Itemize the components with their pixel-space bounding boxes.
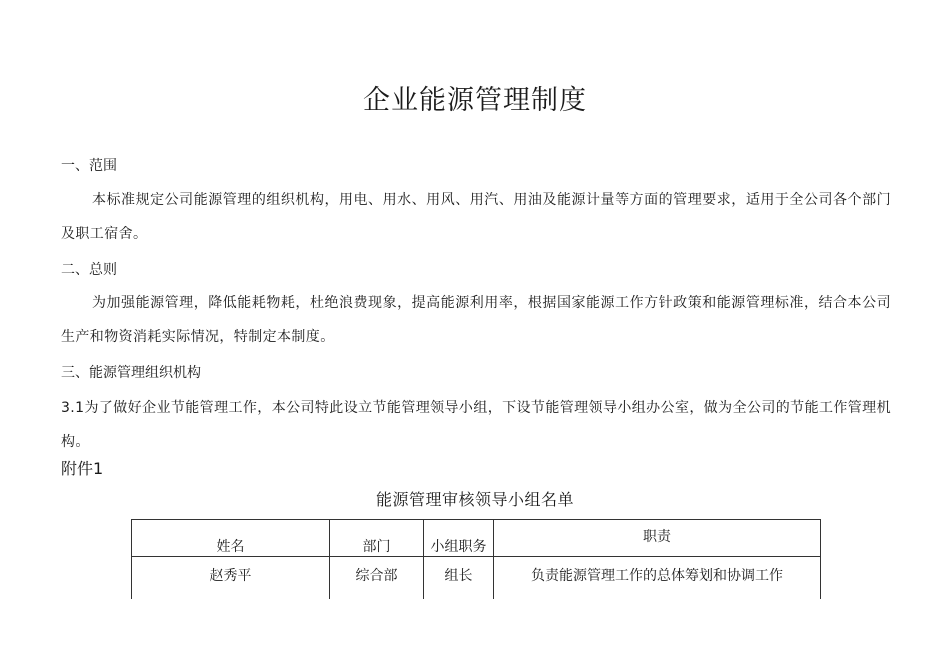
section-paragraph-organization: 3.1为了做好企业节能管理工作，本公司特此设立节能管理领导小组，下设节能管理领导小组办公室，做为全公司的节能工作管理机构。 (61, 400, 891, 450)
header-group-role: 小组职务 (424, 520, 494, 557)
section-heading-general: 二、总则 (61, 262, 117, 278)
header-department: 部门 (330, 520, 424, 557)
section-paragraph-general: 为加强能源管理，降低能耗物耗，杜绝浪费现象，提高能源利用率，根据国家能源工作方针政策和能源管理标准，结合本公司生产和物资消耗实际情况，特制定本制度。 (61, 295, 891, 345)
cell-department: 综合部 (330, 557, 424, 600)
section-paragraph-scope: 本标准规定公司能源管理的组织机构，用电、用水、用风、用汽、用油及能源计量等方面的管理要求，适用于全公司各个部门及职工宿舍。 (61, 192, 891, 242)
table-title: 能源管理审核领导小组名单 (375, 490, 574, 509)
attachment-label: 附件1 (61, 459, 104, 478)
cell-group-role: 组长 (424, 557, 494, 600)
header-duty: 职责 (494, 520, 821, 557)
header-name: 姓名 (132, 520, 330, 557)
table-header-row (132, 520, 821, 557)
cell-name: 赵秀平 (132, 557, 330, 600)
section-heading-scope: 一、范围 (61, 158, 117, 174)
table-row (132, 557, 821, 600)
section-heading-organization: 三、能源管理组织机构 (61, 365, 201, 381)
document-title: 企业能源管理制度 (363, 85, 587, 116)
member-table (131, 519, 821, 599)
cell-duty: 负责能源管理工作的总体筹划和协调工作 (494, 557, 821, 600)
